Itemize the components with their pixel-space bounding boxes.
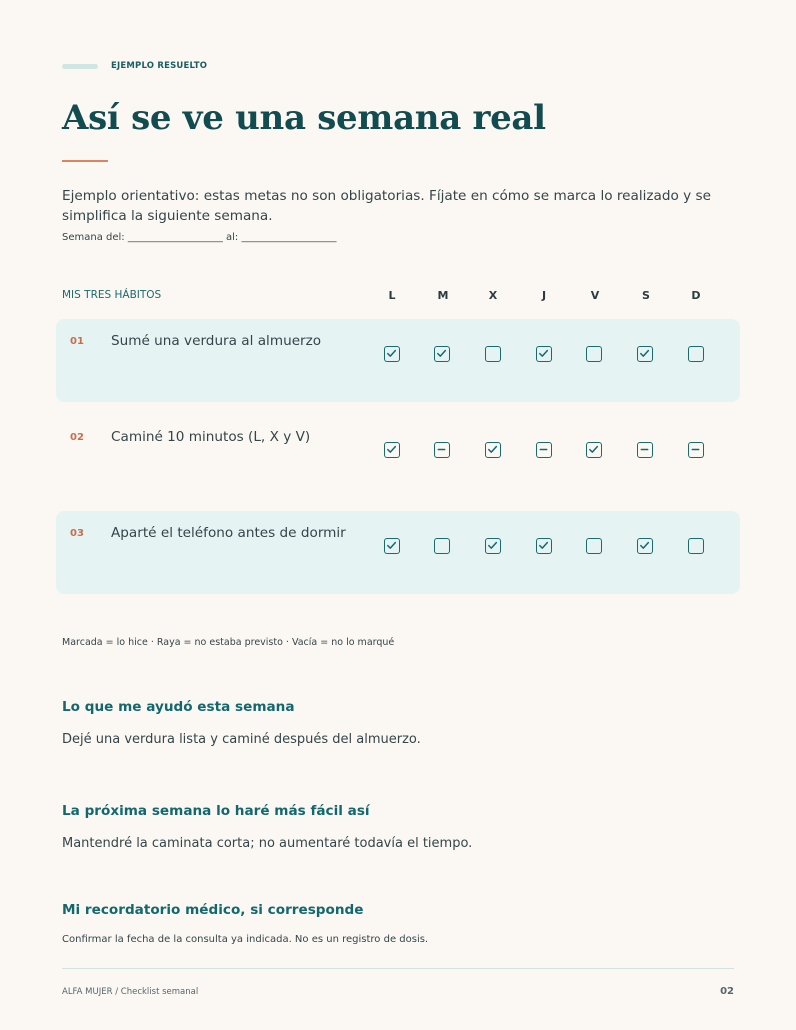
- day-checkbox[interactable]: [485, 538, 501, 554]
- check-mark-icon: [385, 539, 398, 552]
- habit-number: 02: [70, 432, 84, 443]
- helped-heading: Lo que me ayudó esta semana: [62, 699, 295, 715]
- day-header-l: L: [388, 289, 396, 302]
- habit-label: Caminé 10 minutos (L, X y V): [111, 429, 311, 445]
- eyebrow: [62, 61, 207, 71]
- day-header-s: S: [642, 289, 650, 302]
- check-mark-icon: [486, 443, 499, 456]
- dash-icon: [638, 443, 651, 456]
- dash-icon: [537, 443, 550, 456]
- day-header-x: X: [488, 289, 498, 302]
- check-mark-icon: [587, 443, 600, 456]
- check-mark-icon: [385, 443, 398, 456]
- footer-divider: [62, 968, 734, 969]
- legend-text: Marcada = lo hice · Raya = no estaba previsto · Vacía = no lo marqué: [62, 637, 395, 648]
- day-header-m: M: [437, 289, 449, 302]
- check-mark-icon: [638, 539, 651, 552]
- habits-column-title: MIS TRES HÁBITOS: [62, 289, 162, 301]
- intro-text: Ejemplo orientativo: estas metas no son obligatorias. Fíjate en cómo se marca lo realizado y se simplifica la siguiente semana.: [62, 188, 711, 224]
- check-mark-icon: [385, 347, 398, 360]
- habit-label: Sumé una verdura al almuerzo: [111, 333, 322, 349]
- next-week-heading: La próxima semana lo haré más fácil así: [62, 803, 370, 819]
- eyebrow-label: EJEMPLO RESUELTO: [111, 61, 208, 71]
- check-mark-icon: [486, 539, 499, 552]
- habit-table-header: [62, 289, 742, 305]
- week-date-line: Semana del: ___________________ al: ___________________: [62, 232, 337, 243]
- title-underline: [62, 160, 108, 162]
- day-checkbox[interactable]: [586, 442, 602, 458]
- day-header-j: J: [541, 289, 547, 302]
- medical-reminder-heading: Mi recordatorio médico, si corresponde: [62, 902, 364, 918]
- day-checkbox[interactable]: [434, 538, 450, 554]
- page-title: Así se ve una semana real: [62, 98, 546, 138]
- dash-icon: [689, 443, 702, 456]
- day-checkbox[interactable]: [586, 346, 602, 362]
- day-checkbox[interactable]: [434, 346, 450, 362]
- day-checkbox[interactable]: [536, 346, 552, 362]
- habit-row-2: [56, 415, 740, 498]
- day-checkbox[interactable]: [586, 538, 602, 554]
- day-checkbox[interactable]: [384, 538, 400, 554]
- page-number: 02: [720, 986, 734, 997]
- day-checkbox[interactable]: [637, 346, 653, 362]
- habit-number: 01: [70, 336, 84, 347]
- day-checkbox[interactable]: [485, 346, 501, 362]
- habit-number: 03: [70, 528, 84, 539]
- day-checkbox[interactable]: [637, 442, 653, 458]
- day-header-v: V: [590, 289, 600, 302]
- day-checkbox[interactable]: [637, 538, 653, 554]
- habit-row-3: [56, 511, 740, 594]
- medical-reminder-text: Confirmar la fecha de la consulta ya indicada. No es un registro de dosis.: [62, 934, 429, 945]
- habit-row-1: [56, 319, 740, 402]
- eyebrow-bar: [62, 64, 98, 69]
- day-checkbox[interactable]: [384, 346, 400, 362]
- check-mark-icon: [435, 347, 448, 360]
- check-mark-icon: [537, 539, 550, 552]
- day-checkbox[interactable]: [384, 442, 400, 458]
- dash-icon: [435, 443, 448, 456]
- day-checkbox[interactable]: [688, 442, 704, 458]
- day-header-d: D: [691, 289, 701, 302]
- day-checkbox[interactable]: [434, 442, 450, 458]
- habit-label: Aparté el teléfono antes de dormir: [111, 525, 346, 541]
- day-checkbox[interactable]: [536, 538, 552, 554]
- day-checkbox[interactable]: [536, 442, 552, 458]
- check-mark-icon: [638, 347, 651, 360]
- check-mark-icon: [537, 347, 550, 360]
- footer-breadcrumb: ALFA MUJER / Checklist semanal: [62, 987, 199, 997]
- day-checkbox[interactable]: [688, 538, 704, 554]
- helped-text: Dejé una verdura lista y caminé después del almuerzo.: [62, 732, 421, 747]
- day-checkbox[interactable]: [688, 346, 704, 362]
- next-week-text: Mantendré la caminata corta; no aumentaré todavía el tiempo.: [62, 836, 473, 851]
- day-checkbox[interactable]: [485, 442, 501, 458]
